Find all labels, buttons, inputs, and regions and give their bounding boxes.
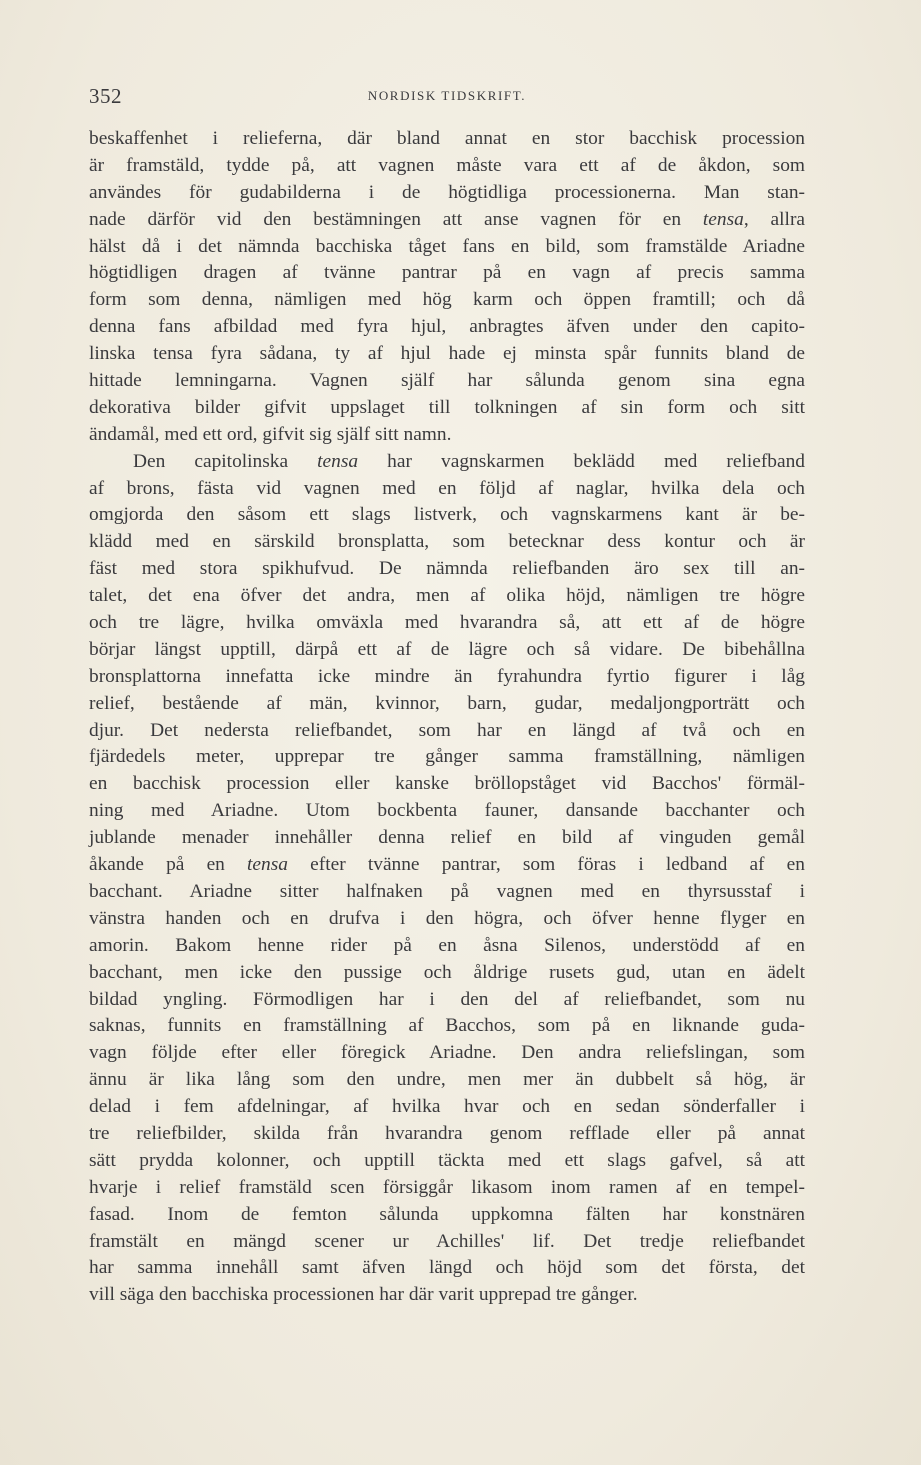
text-line: sätt prydda kolonner, och upptill täckta med ett slags gafvel, så att: [89, 1149, 805, 1171]
text-line: talet, det ena öfver det andra, men af olika höjd, nämligen tre högre: [89, 585, 805, 607]
text-line: ännu är lika lång som den undre, men mer än dubbelt så hög, är: [89, 1069, 805, 1091]
running-title: NORDISK TIDSKRIFT.: [367, 88, 527, 103]
text-line: och tre lägre, hvilka omväxla med hvarandra så, att ett af de högre: [89, 612, 805, 634]
text-line: fasad. Inom de femton sålunda uppkomna fälten har konstnären: [89, 1203, 805, 1225]
text-line: bacchant, men icke den pussige och åldrige rusets gud, utan en ädelt: [89, 961, 805, 983]
text-line: hälst då i det nämnda bacchiska tåget fans en bild, som framstälde Ariadne: [89, 235, 805, 257]
text-line: omgjorda den såsom ett slags listverk, och vagnskarmens kant är be-: [89, 504, 805, 526]
text-line: klädd med en särskild bronsplatta, som betecknar dess kontur och är: [89, 531, 805, 553]
page-number: 352: [89, 84, 122, 108]
text-line: djur. Det nedersta reliefbandet, som har en längd af två och en: [89, 719, 805, 741]
text-line: form som denna, nämligen med hög karm och öppen framtill; och då: [89, 289, 805, 311]
body-text: [89, 126, 805, 1309]
text-line: saknas, funnits en framställning af Bacchos, som på en liknande guda-: [89, 1015, 805, 1037]
text-line: dekorativa bilder gifvit uppslaget till tolkningen af sin form och sitt: [89, 396, 805, 418]
text-line: fjärdedels meter, upprepar tre gånger samma framställning, nämligen: [89, 746, 805, 768]
text-line: amorin. Bakom henne rider på en åsna Silenos, understödd af en: [89, 934, 805, 956]
paragraph-first-line: Den capitolinska tensa har vagnskarmen beklädd med reliefband: [133, 450, 805, 472]
text-line: relief, bestående af män, kvinnor, barn, gudar, medaljongporträtt och: [89, 692, 805, 714]
text-line: börjar längst upptill, därpå ett af de lägre och så vidare. De bibehållna: [89, 638, 805, 660]
text-line: har samma innehåll samt äfven längd och höjd som det första, det: [89, 1257, 805, 1279]
text-line: delad i fem afdelningar, af hvilka hvar och en sedan sönderfaller i: [89, 1096, 805, 1118]
text-line: bildad yngling. Förmodligen har i den del af reliefbandet, som nu: [89, 988, 805, 1010]
text-line: en bacchisk procession eller kanske bröllopståget vid Bacchos' förmäl-: [89, 773, 805, 795]
text-line: ning med Ariadne. Utom bockbenta fauner, dansande bacchanter och: [89, 800, 805, 822]
text-line: vill säga den bacchiska processionen har där varit upprepad tre gånger.: [89, 1284, 638, 1306]
text-line: ändamål, med ett ord, gifvit sig själf sitt namn.: [89, 423, 452, 445]
text-line: bacchant. Ariadne sitter halfnaken på vagnen med en thyrsusstaf i: [89, 880, 805, 902]
text-line: vagn följde efter eller föregick Ariadne. Den andra reliefslingan, som: [89, 1042, 805, 1064]
text-line: är framstäld, tydde på, att vagnen måste vara ett af de åkdon, som: [89, 154, 805, 176]
text-line: linska tensa fyra sådana, ty af hjul hade ej minsta spår funnits bland de: [89, 343, 805, 365]
text-line: fäst med stora spikhufvud. De nämnda reliefbanden äro sex till an-: [89, 558, 805, 580]
text-line: högtidligen dragen af tvänne pantrar på en vagn af precis samma: [89, 262, 805, 284]
text-line: åkande på en tensa efter tvänne pantrar, som föras i ledband af en: [89, 854, 805, 876]
text-line: användes för gudabilderna i de högtidliga processionerna. Man stan-: [89, 181, 805, 203]
text-line: beskaffenhet i relieferna, där bland annat en stor bacchisk procession: [89, 128, 805, 149]
text-line: framstält en mängd scener ur Achilles' lif. Det tredje reliefbandet: [89, 1230, 805, 1252]
page-header: [89, 84, 805, 108]
text-line: tre reliefbilder, skilda från hvarandra genom refflade eller på annat: [89, 1122, 805, 1144]
text-line: hittade lemningarna. Vagnen själf har sålunda genom sina egna: [89, 370, 805, 392]
text-line: hvarje i relief framstäld scen försiggår likasom inom ramen af en tempel-: [89, 1176, 805, 1198]
text-line: nade därför vid den bestämningen att anse vagnen för en tensa, allra: [89, 208, 806, 230]
text-line: af brons, fästa vid vagnen med en följd af naglar, hvilka dela och: [89, 477, 805, 499]
text-line: jublande menader innehåller denna relief en bild af vinguden gemål: [89, 827, 805, 849]
text-line: bronsplattorna innefatta icke mindre än fyrahundra fyrtio figurer i låg: [89, 665, 805, 687]
text-line: vänstra handen och en drufva i den högra, och öfver henne flyger en: [89, 907, 805, 929]
text-line: denna fans afbildad med fyra hjul, anbragtes äfven under den capito-: [89, 316, 805, 338]
